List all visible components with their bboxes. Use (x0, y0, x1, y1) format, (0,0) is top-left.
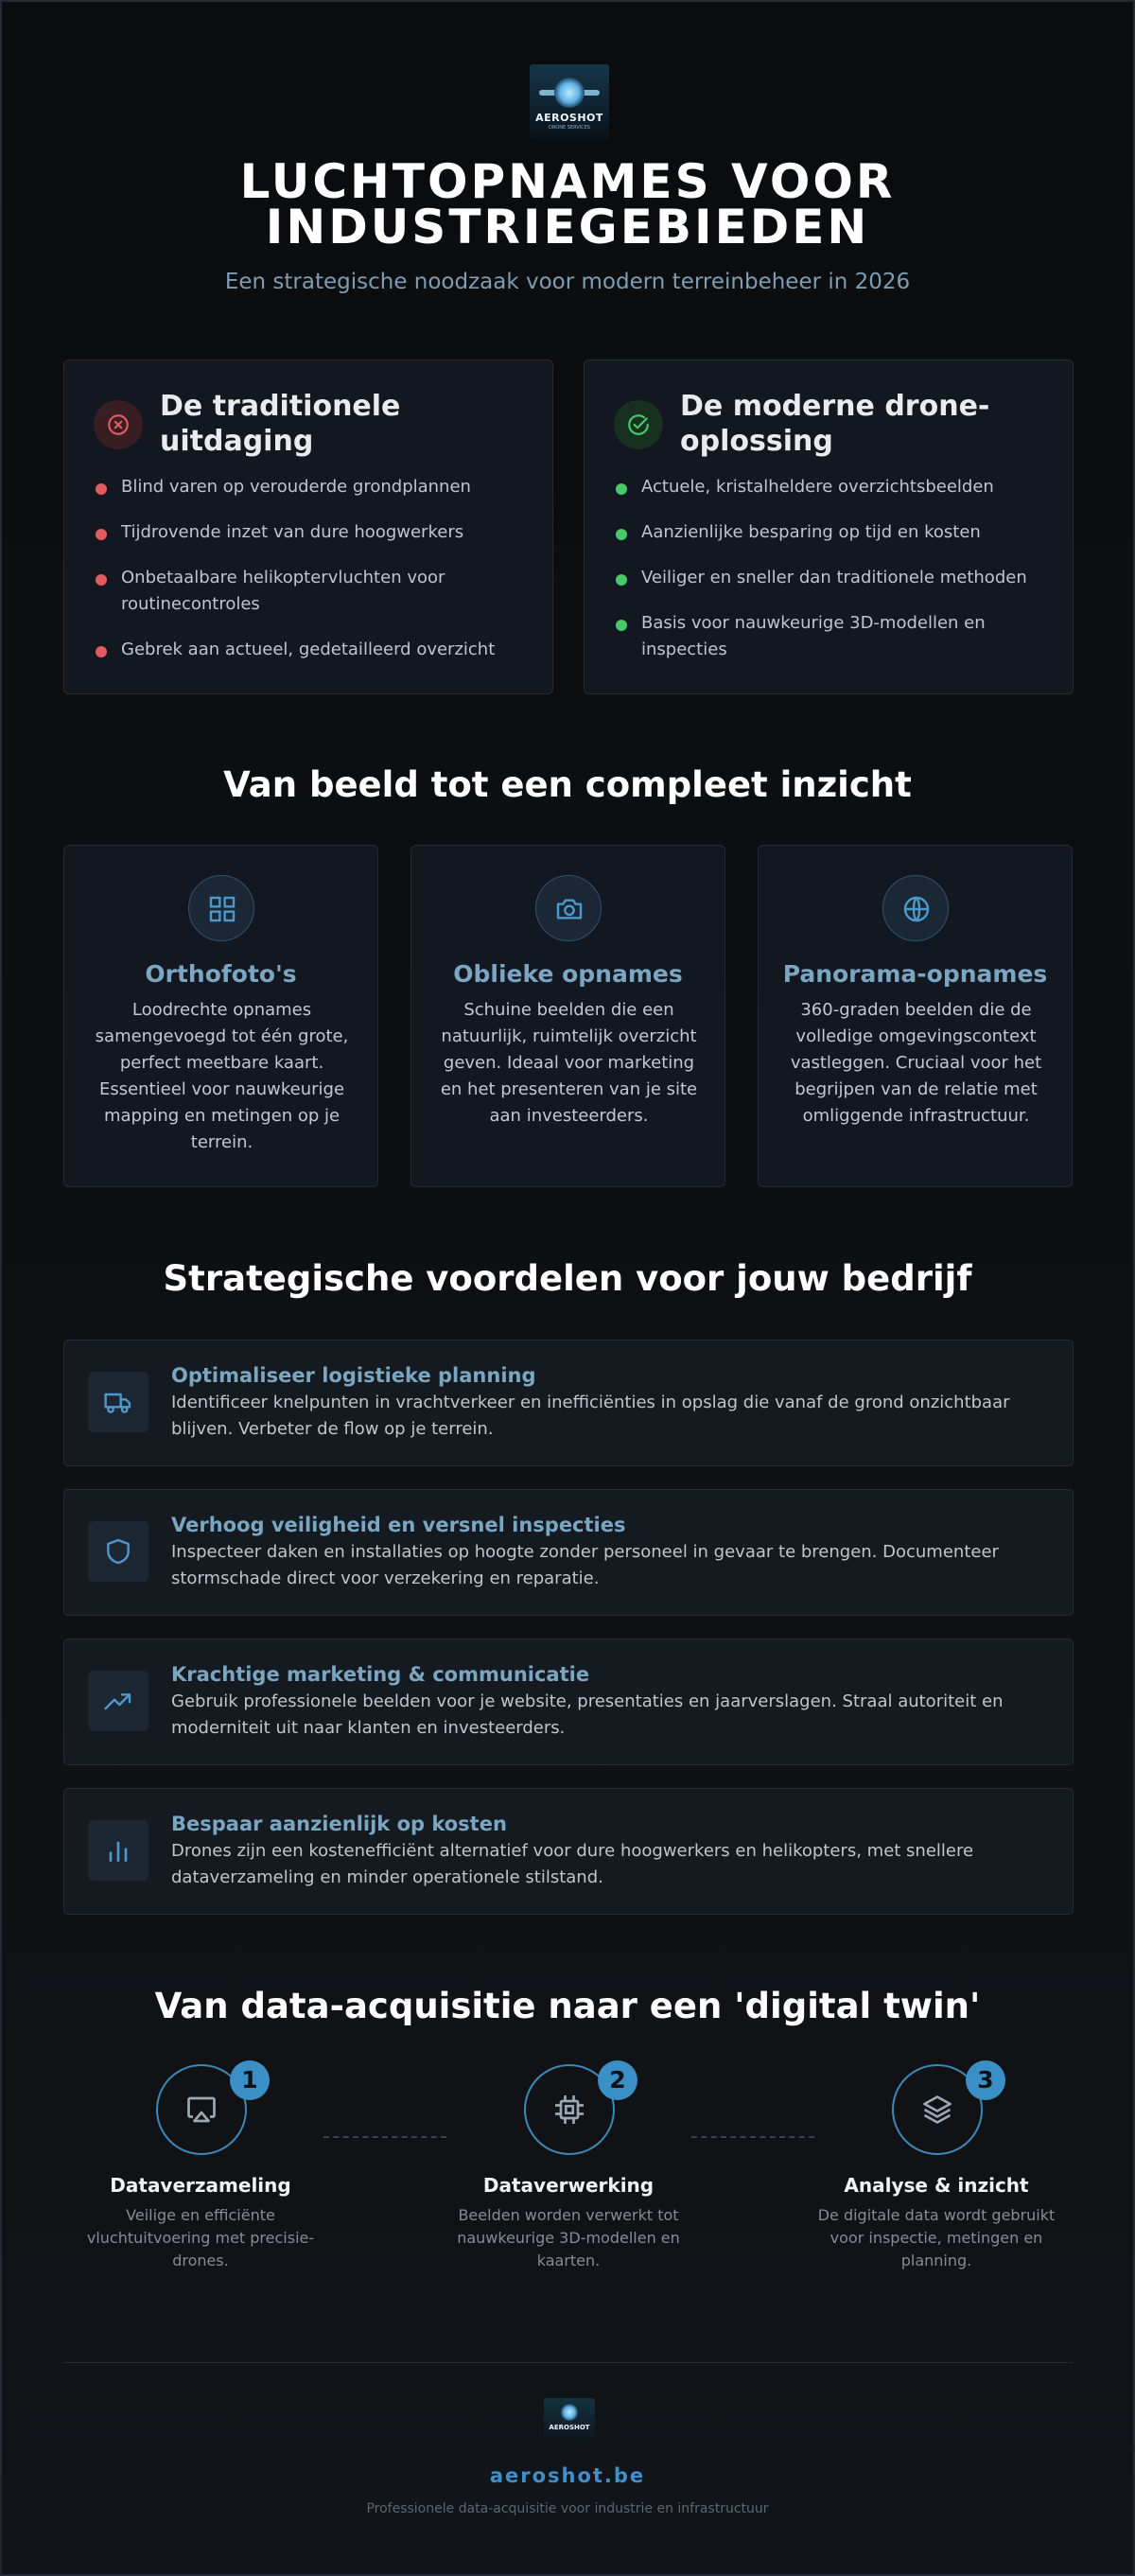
bullet-dot (96, 529, 107, 540)
logo-title: AEROSHOT (535, 112, 603, 124)
benefits-section-title: Strategische voordelen voor jouw bedrijf (163, 1258, 972, 1299)
truck-icon (103, 1387, 133, 1417)
step-title: Analyse & inzicht (844, 2174, 1029, 2197)
card-text: Schuine beelden die een natuurlijk, ruimtelijk overzicht geven. Ideaal voor marketing en het presenteren van je site aan investeerders. (440, 1000, 698, 1126)
card-text: Loodrechte opnames samengevoegd tot één grote, perfect meetbare kaart. Essentieel voor nauwkeurige mapping en metingen op je terrein. (95, 1000, 349, 1152)
icon-box (88, 1372, 148, 1432)
list-item-text: Actuele, kristalheldere overzichtsbeelden (641, 477, 994, 497)
insight-section-title: Van beeld tot een compleet inzicht (223, 764, 912, 805)
list-item-text: Aanzienlijke besparing op tijd en kosten (641, 522, 981, 542)
benefit-title: Bespaar aanzienlijk op kosten (171, 1813, 507, 1835)
list-item (616, 474, 1051, 500)
footer-divider (63, 2362, 1074, 2363)
list-item-text: Gebrek aan actueel, gedetailleerd overzicht (121, 640, 496, 659)
benefit-title: Verhoog veiligheid en versnel inspecties (171, 1514, 626, 1536)
icon-box (88, 1820, 148, 1881)
footer-logo (544, 2398, 595, 2438)
hero-title: LUCHTOPNAMES VOOR INDUSTRIEGEBIEDEN (239, 154, 896, 254)
panel-title: De moderne drone-oplossing (680, 390, 990, 458)
list-item (616, 519, 1051, 546)
list-item (616, 565, 1051, 591)
logo-subtitle: DRONE SERVICES (548, 125, 590, 131)
benefit-title: Krachtige marketing & communicatie (171, 1663, 590, 1686)
bullet-dot (616, 574, 627, 586)
icon-circle (188, 875, 254, 941)
step-text: Veilige en efficiënte vluchtuitvoering met precisie-drones. (86, 2206, 315, 2269)
step-number: 1 (230, 2060, 270, 2100)
step-connector (691, 2136, 814, 2138)
solution-list (616, 474, 1051, 682)
card-title: Orthofoto's (145, 960, 297, 988)
camera-icon (554, 894, 585, 924)
benefit-costs (63, 1788, 1074, 1915)
list-item-text: Veiliger en sneller dan traditionele methoden (641, 568, 1027, 587)
challenge-list (96, 474, 531, 682)
icon-box (88, 1671, 148, 1731)
icon-box (88, 1521, 148, 1582)
panel-title: De traditionele uitdaging (160, 390, 401, 458)
drone-icon (561, 2404, 578, 2421)
drone-icon (554, 78, 585, 108)
step-number: 3 (966, 2060, 1005, 2100)
list-item (616, 610, 1051, 663)
bullet-dot (96, 646, 107, 657)
badge (614, 400, 663, 449)
list-item-text: Blind varen op verouderde grondplannen (121, 477, 471, 497)
bullet-dot (96, 483, 107, 495)
icon-circle (535, 875, 602, 941)
list-item (96, 474, 531, 500)
bullet-dot (96, 574, 107, 586)
footer-tagline: Professionele data-acquisitie voor industrie en infrastructuur (366, 2501, 769, 2516)
benefit-title: Optimaliseer logistieke planning (171, 1364, 536, 1387)
layers-icon (920, 2093, 954, 2127)
shield-icon (103, 1536, 133, 1567)
list-item (96, 637, 531, 663)
grid-icon (207, 894, 237, 924)
step-text: Beelden worden verwerkt tot nauwkeurige 3D-modellen en kaarten. (457, 2206, 680, 2269)
step-connector (323, 2136, 446, 2138)
benefit-text: Identificeer knelpunten in vrachtverkeer en inefficiënties in opslag die vanaf de grond onzichtbaar blijven. Verbeter de flow op je terrein. (171, 1393, 1010, 1439)
benefit-text: Drones zijn een kostenefficiënt alternatief voor dure hoogwerkers en helikopters, met snellere dataverzameling en minder operationele stilstand. (171, 1841, 974, 1887)
list-item (96, 519, 531, 546)
traditional-challenge-panel (63, 359, 553, 694)
hero-subtitle: Een strategische noodzaak voor modern terreinbeheer in 2026 (224, 270, 911, 294)
bar-chart-icon (103, 1835, 133, 1866)
step-text: De digitale data wordt gebruikt voor inspectie, metingen en planning. (817, 2206, 1056, 2269)
list-item-text: Onbetaalbare helikoptervluchten voor routinecontroles (121, 568, 445, 614)
list-item (96, 565, 531, 618)
footer-logo-title: AEROSHOT (549, 2424, 590, 2431)
step-title: Dataverwerking (482, 2174, 655, 2197)
step-title: Dataverzameling (110, 2174, 291, 2197)
card-title: Oblieke opnames (453, 960, 683, 988)
icon-circle (882, 875, 949, 941)
badge (94, 400, 143, 449)
step-number: 2 (598, 2060, 637, 2100)
website-link[interactable]: aeroshot.be (489, 2464, 646, 2487)
list-item-text: Basis voor nauwkeurige 3D-modellen en inspecties (641, 613, 986, 659)
trending-up-icon (103, 1686, 133, 1716)
benefit-text: Gebruik professionele beelden voor je website, presentaties en jaarverslagen. Straal autoriteit en moderniteit uit naar klanten en investeerders. (171, 1691, 1004, 1738)
airplay-icon (184, 2093, 218, 2127)
process-section-title: Van data-acquisitie naar een 'digital twin' (154, 1986, 981, 2026)
bullet-dot (616, 620, 627, 631)
globe-icon (901, 894, 932, 924)
oblique-card (410, 845, 725, 1187)
panorama-card (758, 845, 1073, 1187)
check-circle-icon (626, 412, 651, 437)
x-circle-icon (106, 412, 131, 437)
card-title: Panorama-opnames (782, 960, 1048, 988)
card-text: 360-graden beelden die de volledige omgevingscontext vastleggen. Cruciaal voor het begrijpen van de relatie met omliggende infrastructuur. (790, 1000, 1042, 1126)
cpu-icon (552, 2093, 586, 2127)
benefit-safety (63, 1489, 1074, 1616)
orthophoto-card (63, 845, 378, 1187)
brand-logo (530, 64, 609, 140)
bullet-dot (616, 483, 627, 495)
list-item-text: Tijdrovende inzet van dure hoogwerkers (121, 522, 464, 542)
bullet-dot (616, 529, 627, 540)
benefit-logistics (63, 1340, 1074, 1466)
benefit-marketing (63, 1638, 1074, 1765)
modern-solution-panel (584, 359, 1074, 694)
benefit-text: Inspecteer daken en installaties op hoogte zonder personeel in gevaar te brengen. Documenteer stormschade direct voor verzekering en reparatie. (171, 1542, 999, 1588)
